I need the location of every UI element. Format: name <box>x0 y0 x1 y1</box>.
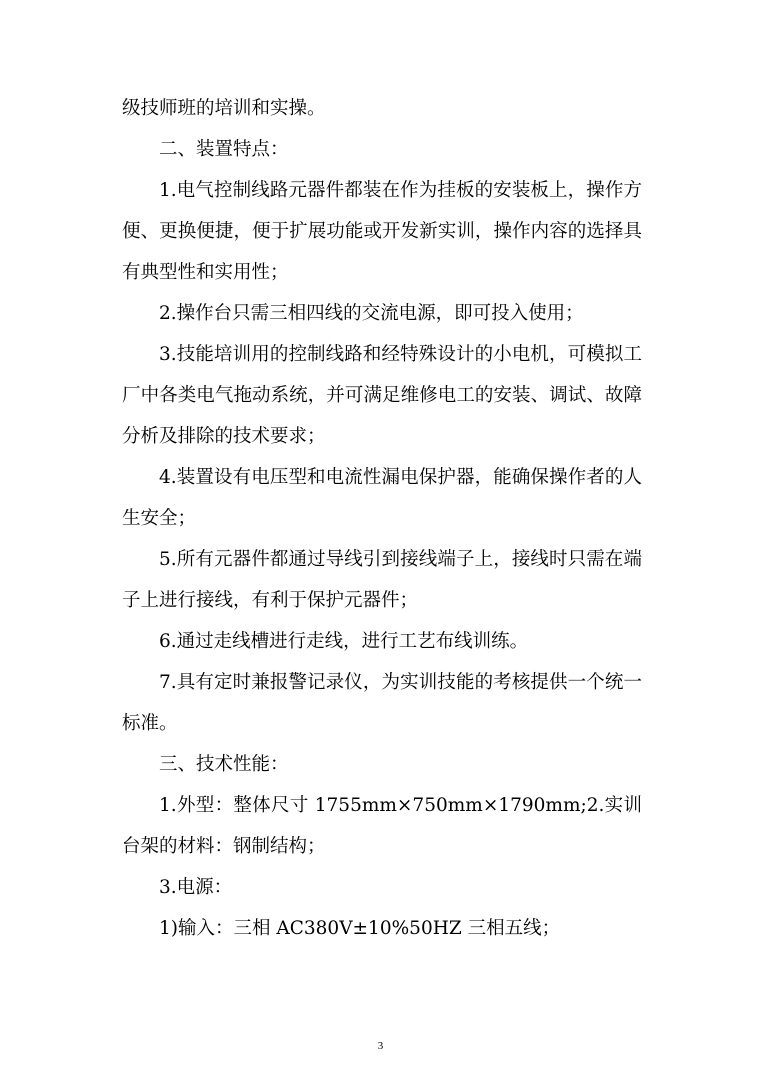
spec-item-power: 3.电源： <box>159 877 233 898</box>
section-heading-features: 二、装置特点： <box>159 139 289 160</box>
feature-item-1: 1.电气控制线路元器件都装在作为挂板的安装板上，操作方便、更换便捷，便于扩展功能或开发新实训，操作内容的选择具有典型性和实用性； <box>122 180 642 283</box>
feature-item-5: 5.所有元器件都通过导线引到接线端子上，接线时只需在端子上进行接线，有利于保护元器件； <box>122 549 642 611</box>
spec-item-dimensions: 1.外型：整体尺寸 1755mm×750mm×1790mm;2.实训台架的材料：钢制结构； <box>122 795 642 857</box>
feature-item-6: 6.通过走线槽进行走线，进行工艺布线训练。 <box>159 631 529 652</box>
feature-item-4: 4.装置设有电压型和电流性漏电保护器，能确保操作者的人生安全； <box>122 467 642 529</box>
feature-item-7: 7.具有定时兼报警记录仪，为实训技能的考核提供一个统一标准。 <box>122 672 642 734</box>
feature-item-3: 3.技能培训用的控制线路和经特殊设计的小电机，可模拟工厂中各类电气拖动系统，并可满足维修电工的安装、调试、故障分析及排除的技术要求； <box>122 344 642 447</box>
document-body <box>122 88 642 949</box>
paragraph-continuation: 级技师班的培训和实操。 <box>122 98 326 119</box>
section-heading-specs: 三、技术性能： <box>159 754 289 775</box>
spec-item-power-input: 1)输入：三相 AC380V±10%50HZ 三相五线； <box>159 918 561 939</box>
page-number: 3 <box>377 1040 384 1052</box>
feature-item-2: 2.操作台只需三相四线的交流电源，即可投入使用； <box>159 303 584 324</box>
